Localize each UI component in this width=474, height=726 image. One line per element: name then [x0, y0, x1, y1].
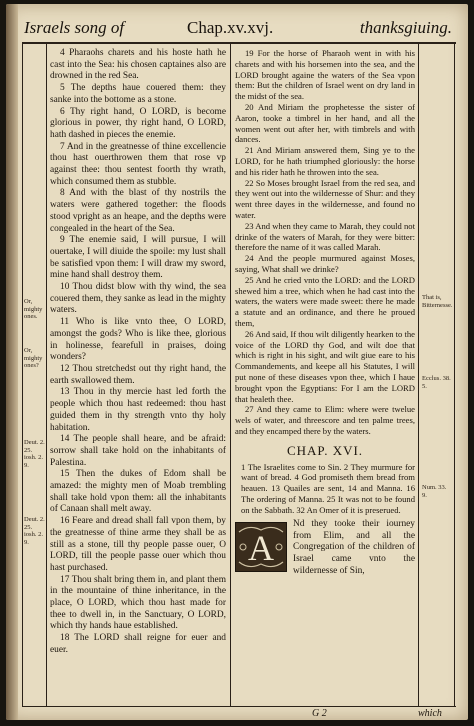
margin-note-left-3: Deut. 2. 25. iosh. 2. 9.: [24, 439, 45, 469]
center-rule: [230, 42, 231, 706]
margin-note-right-1: That is, Bitternesse.: [422, 294, 453, 309]
verse: 26 And said, If thou wilt diligently hearken to the voice of the LORD thy God, and wilt doe that which is right in his sight, and wilt giue eare to his Commandements, and keepe all his Statutes, I will put none of these diseases vpon thee, which I haue brought vpon the Egyptians: For I am the LORD that healeth thee.: [235, 328, 415, 404]
header-left: Israels song of: [24, 18, 125, 37]
verse: 12 Thou stretchedst out thy right hand, the earth swallowed them.: [50, 363, 226, 386]
margin-note-right-2: Ecclus. 38. 5.: [422, 375, 451, 390]
verse: 8 And with the blast of thy nostrils the waters were gathered together: the floods stood vpright as an heape, and the depths were congealed in the heart of the Sea.: [50, 188, 226, 234]
verse: 5 The depths haue couered them: they sanke into the bottome as a stone.: [50, 83, 226, 105]
bottom-rule: [22, 706, 456, 707]
bible-page: [6, 4, 468, 720]
verse: 27 And they came to Elim: where were twelue wels of water, and threescore and ten palme trees, and they encamped there by the waters.: [235, 404, 415, 436]
left-text-column: [50, 48, 226, 702]
verse: 16 Feare and dread shall fall vpon them, by the greatnesse of thine arme they shall be as still as a stone, till thy people passe ouer, O LORD, till the people passe ouer which thou hast purchased.: [50, 516, 226, 573]
right-text-column: [235, 48, 415, 702]
verse: 25 And he cried vnto the LORD: and the LORD shewed him a tree, which when he had cast into the waters, the waters were made sweet: there he made a statute and an ordinance, and there he proued them,: [235, 274, 415, 328]
header-rule: [22, 42, 456, 44]
verse: 9 The enemie said, I will pursue, I will ouertake, I will diuide the spoile: my lust shall be satisfied vpon them: I will draw my sword, mine hand shall destroy them.: [50, 235, 226, 281]
verse: 18 The LORD shall reigne for euer and euer.: [50, 633, 226, 655]
right-border: [454, 42, 455, 706]
margin-note-right-3: Num. 33. 9.: [422, 484, 447, 499]
verse: 15 Then the dukes of Edom shall be amazed: the mighty men of Moab trembling shall take hold vpon them: all the inhabitants of Canaan shall melt away.: [50, 469, 226, 515]
verse: 19 For the horse of Pharaoh went in with his charets and with his horsemen into the sea, and the LORD brought againe the waters of the Sea vpon them: But the children of Israel went on dry land in the midst of the sea.: [235, 48, 415, 102]
margin-note-left-1: Or, mighty ones.: [24, 298, 43, 320]
right-margin-rule: [418, 42, 419, 706]
binding-gutter: [6, 4, 18, 720]
verse: 22 So Moses brought Israel from the red sea, and they went out into the wildernesse of Shur: and they went three dayes in the wildernesse, and found no water.: [235, 177, 415, 220]
margin-note-left-4: Deut. 2. 25. iosh. 2. 9.: [24, 516, 45, 546]
left-border: [22, 42, 23, 706]
header-right: thanksgiuing.: [359, 18, 452, 37]
left-margin-rule: [46, 42, 47, 706]
running-header: [22, 12, 454, 40]
chapter-opening-text: Nd they tooke their iourney from Elim, and all the Congregation of the children of Israel came vnto the wildernesse of Sin,: [293, 519, 415, 576]
verse: 11 Who is like vnto thee, O LORD, amongst the gods? Who is like thee, glorious in holinesse, fearefull in praises, doing wonders?: [50, 317, 226, 363]
catchword: which: [418, 708, 442, 719]
chapter-opening: [235, 519, 415, 577]
verse: 10 Thou didst blow with thy wind, the sea couered them, they sanke as lead in the mighty waters.: [50, 282, 226, 316]
signature-mark: G 2: [312, 708, 327, 719]
margin-note-left-2: Or, mighty ones?: [24, 347, 43, 369]
verse: 23 And when they came to Marah, they could not drinke of the waters of Marah, for they were bitter: therefore the name of it was called Marah.: [235, 220, 415, 253]
verse: 7 And in the greatnesse of thine excellencie thou hast ouerthrowen them that rose vp against thee: thou sentest foorth thy wrath, which consumed them as stubble.: [50, 141, 226, 187]
verse: 17 Thou shalt bring them in, and plant them in the mountaine of thine inheritance, in the place, O LORD, which thou hast made for thee to dwell in, in the Sanctuary, O LORD, which thy hands haue established.: [50, 574, 226, 632]
drop-cap-letter: A: [248, 528, 274, 569]
verse: 4 Pharaohs charets and his hoste hath he cast into the Sea: his chosen captaines also are drowned in the red Sea.: [50, 48, 226, 82]
verse: 20 And Miriam the prophetesse the sister of Aaron, tooke a timbrel in her hand, and all the women went out after her, with timbrels and with dances.: [235, 101, 415, 145]
verse: 6 Thy right hand, O LORD, is become glorious in power, thy right hand, O LORD, hath dashed in pieces the enemie.: [50, 106, 226, 140]
verse: 13 Thou in thy mercie hast led forth the people which thou hast redeemed: thou hast guided them in thy strength vnto thy holy habitation.: [50, 387, 226, 433]
ornamental-drop-cap: [235, 522, 287, 572]
header-center: Chap.xv.xvj.: [187, 18, 274, 37]
verse: 14 The people shall heare, and be afraid: sorrow shall take hold on the inhabitants of Palestina.: [50, 434, 226, 468]
verse: 24 And the people murmured against Moses, saying, What shall we drinke?: [235, 253, 415, 274]
verse: 21 And Miriam answered them, Sing ye to the LORD, for he hath triumphed gloriously: the horse and his rider hath he throwen into the sea.: [235, 145, 415, 177]
chapter-heading: CHAP. XVI.: [286, 442, 364, 458]
chapter-summary: 1 The Israelites come to Sin. 2 They murmure for want of bread. 4 God promiseth them bread from heauen. 13 Quailes are sent, 14 and Manna. 16 The ordering of Manna. 25 It was not to be found on the Sabbath. 32 An Omer of it is preserued.: [241, 461, 415, 515]
